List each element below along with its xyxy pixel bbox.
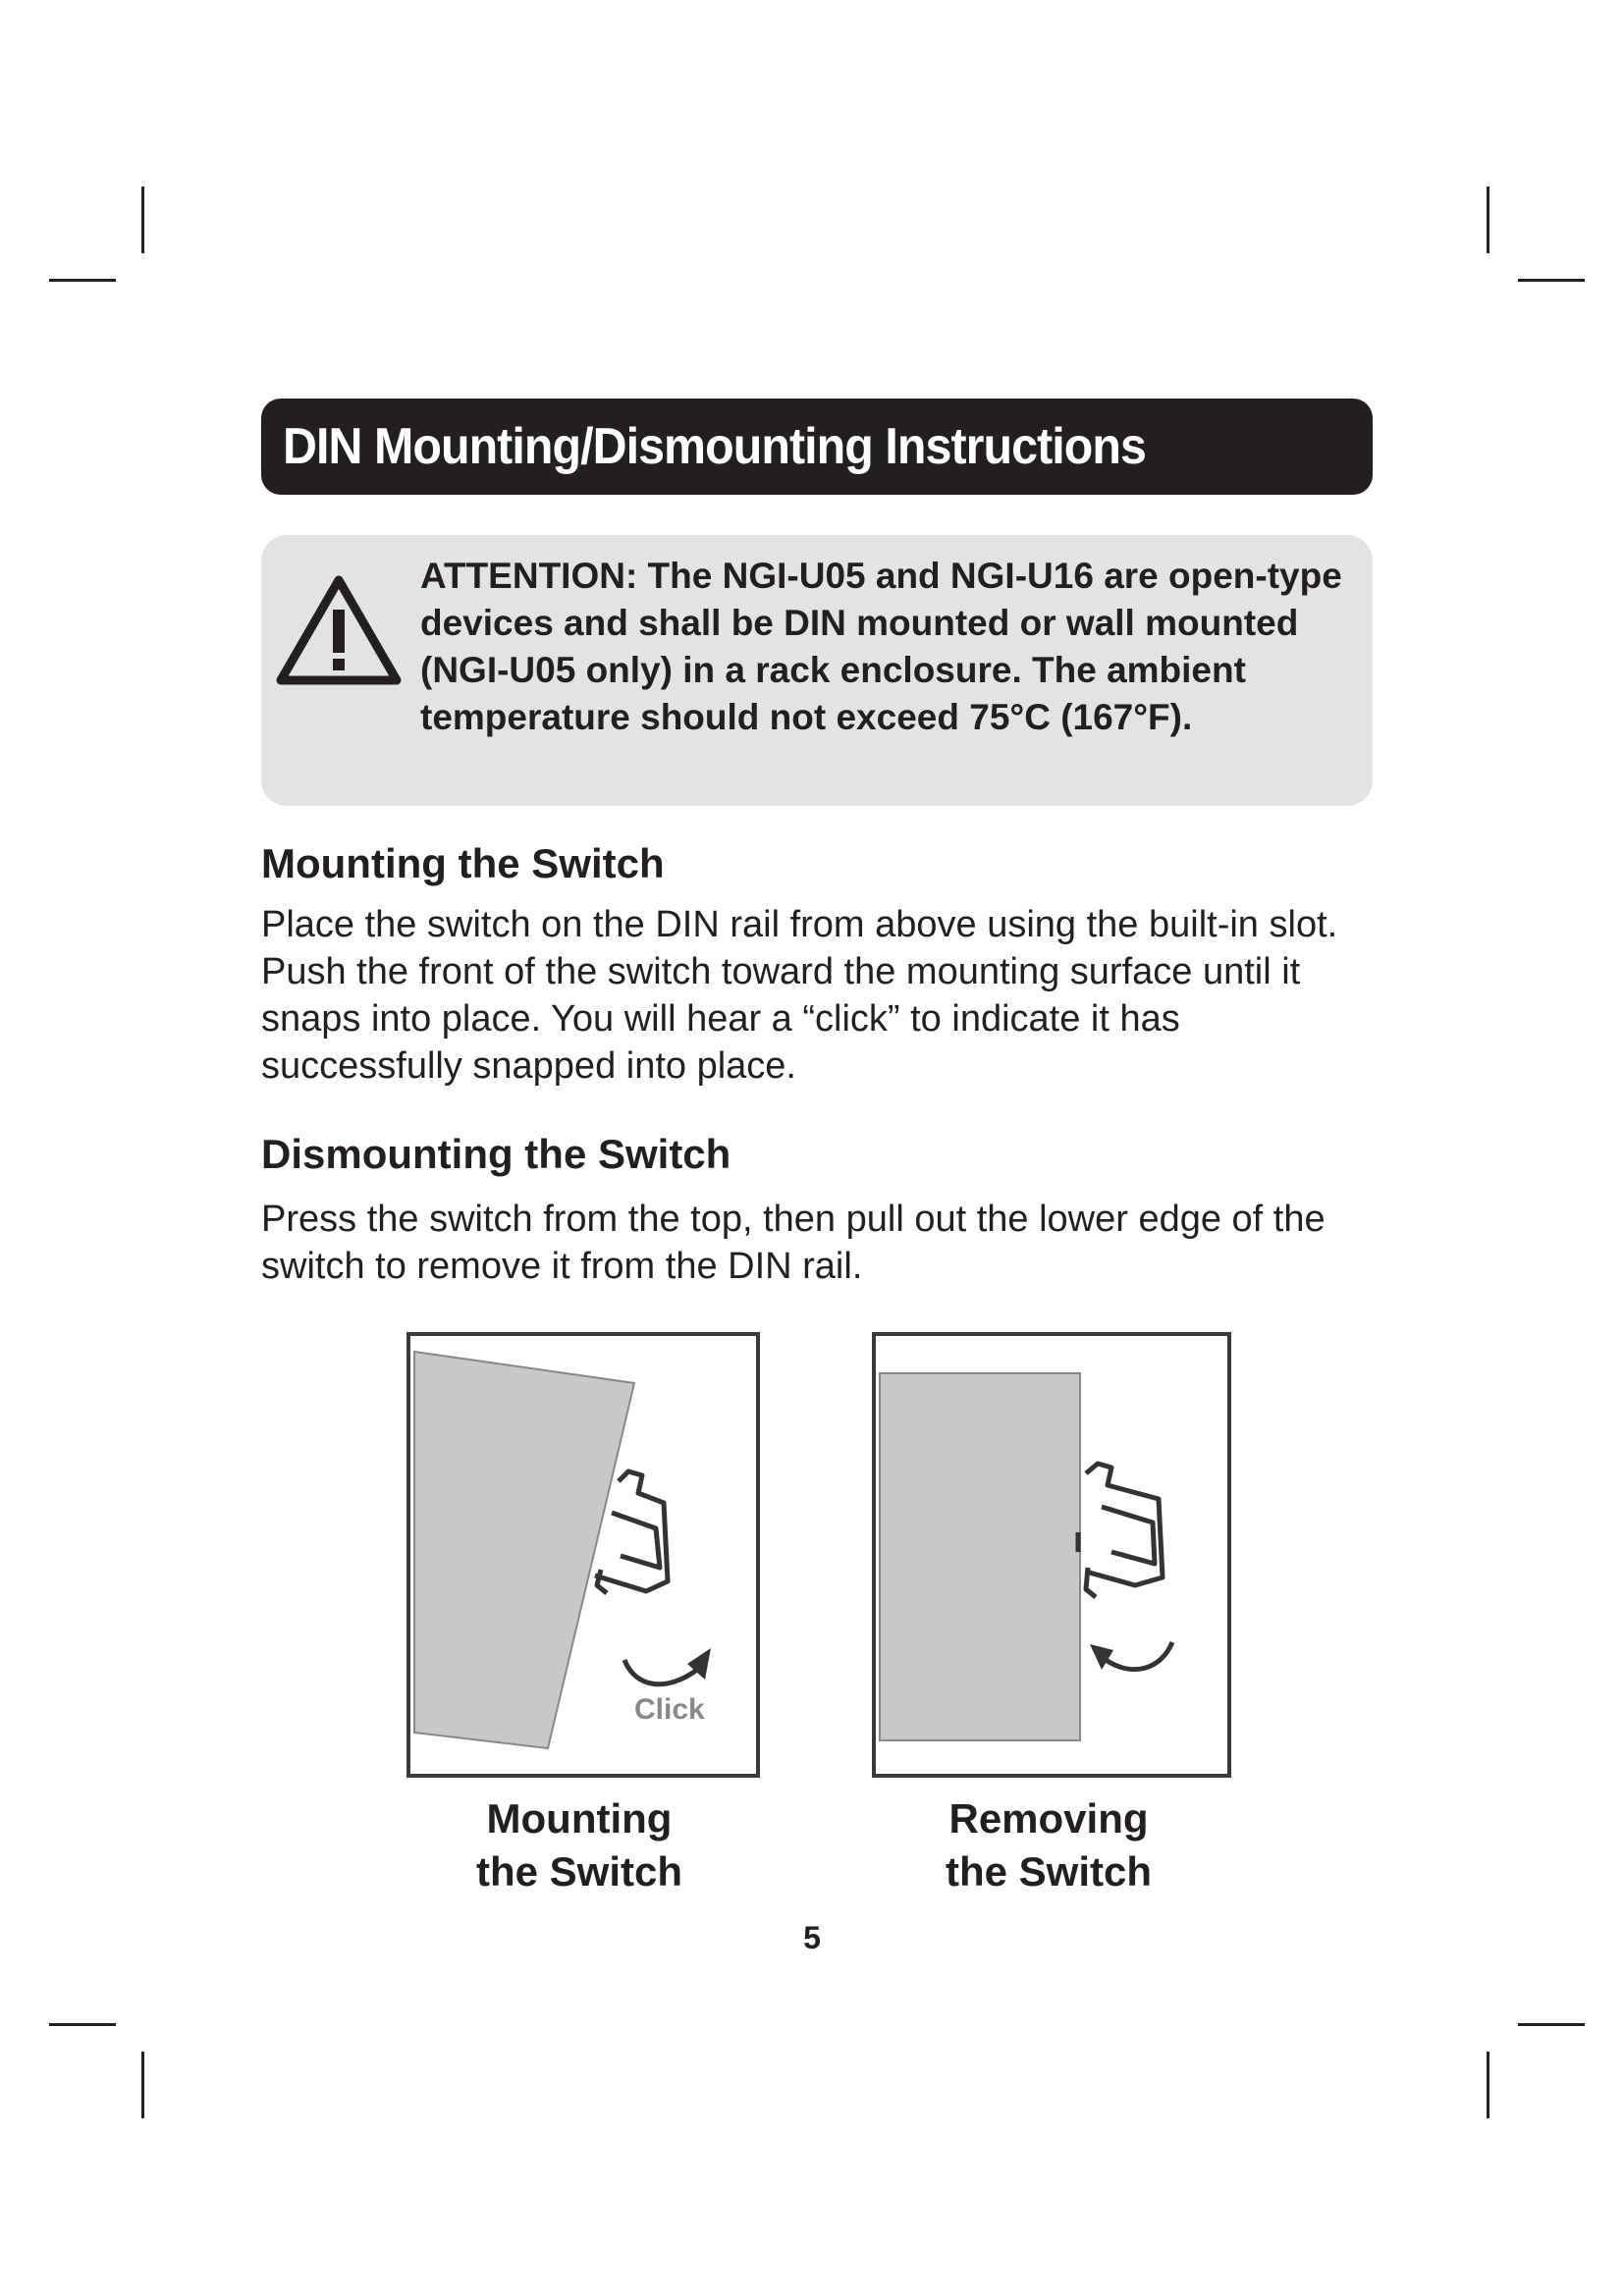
- switch-body-tilted: [414, 1352, 634, 1748]
- remove-arrow-curve: [1106, 1642, 1172, 1670]
- switch-body-upright: [880, 1373, 1080, 1740]
- dismounting-body: Press the switch from the top, then pull out the lower edge of the switch to remove it from the DIN rail.: [261, 1199, 1326, 1287]
- attention-box: [261, 535, 1373, 806]
- page-title: DIN Mounting/Dismounting Instructions: [283, 418, 1146, 475]
- din-clip-bracket: [1078, 1464, 1163, 1597]
- mounting-caption-line2: the Switch: [475, 1848, 683, 1895]
- mounting-caption-line1: Mounting: [486, 1795, 673, 1842]
- crop-mark-top-right-horizontal: [1518, 279, 1585, 282]
- removing-caption-line2: the Switch: [945, 1848, 1153, 1895]
- crop-mark-top-left-horizontal: [49, 279, 116, 282]
- removing-caption-line1: Removing: [948, 1795, 1149, 1842]
- crop-mark-bottom-left-vertical: [141, 2052, 144, 2118]
- crop-mark-bottom-right-horizontal: [1518, 2023, 1585, 2026]
- attention-text: ATTENTION: The NGI-U05 and NGI-U16 are open-type devices and shall be DIN mounted or wall mounted (NGI-U05 only) in a rack enclosure. The ambient temperature should not exceed 75°C (167°F).: [420, 556, 1342, 737]
- click-arrow-curve: [624, 1660, 697, 1684]
- warning-triangle-icon: [275, 572, 403, 686]
- dismounting-heading: Dismounting the Switch: [261, 1131, 731, 1177]
- mounting-heading: Mounting the Switch: [261, 840, 665, 886]
- remove-arrow-head: [1090, 1644, 1113, 1670]
- crop-mark-bottom-left-horizontal: [49, 2023, 116, 2026]
- click-label: Click: [634, 1693, 705, 1726]
- crop-mark-bottom-right-vertical: [1487, 2052, 1489, 2118]
- page-number: 5: [803, 1920, 821, 1955]
- mounting-caption: [403, 1792, 756, 1898]
- crop-mark-top-left-vertical: [141, 187, 144, 253]
- removing-caption: [872, 1792, 1225, 1898]
- mounting-diagram: [406, 1332, 760, 1778]
- mounting-body: Place the switch on the DIN rail from above using the built-in slot. Push the front of the switch toward the mounting surface until it snaps into place. You will hear a “click” to indicate it has successfully snapped into place.: [261, 904, 1338, 1087]
- crop-mark-top-right-vertical: [1487, 187, 1489, 253]
- removing-diagram: [872, 1332, 1231, 1778]
- section-title-bar: [261, 399, 1373, 495]
